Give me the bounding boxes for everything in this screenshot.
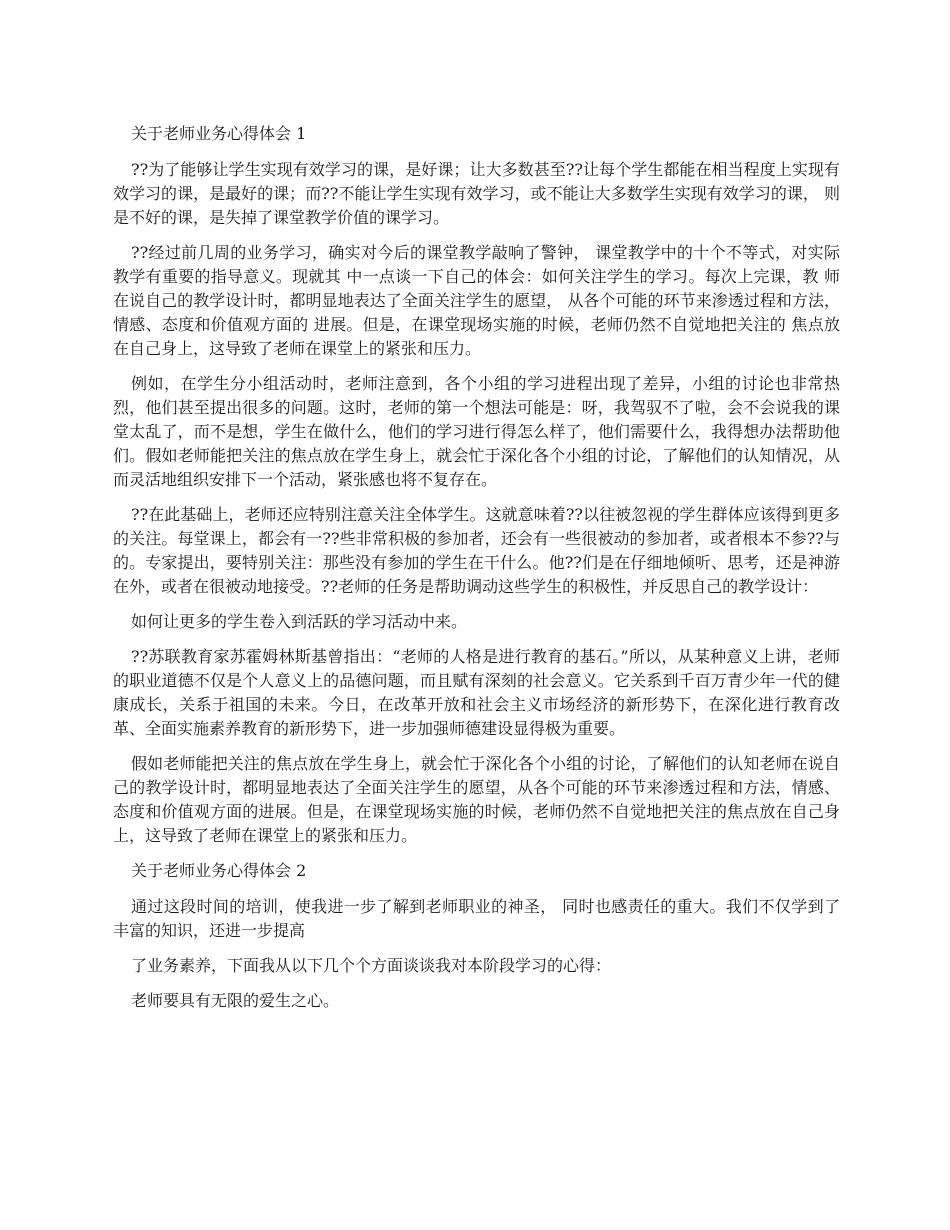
- body-paragraph-3: 例如，在学生分小组活动时，老师注意到，各个小组的学习进程出现了差异，小组的讨论也非常热烈，他们甚至提出很多的问题。这时，老师的第一个想法可能是：呀，我驾驭不了啦，会不会说我的课堂太乱了，而不是想，学生在做什么，他们的学习进行得怎么样了，他们需要什么，我得想办法帮助他们。假如老师能把关注的焦点放在学生身上，就会忙于深化各个小组的讨论，了解他们的认知情况，从而灵活地组织安排下一个活动，紧张感也将不复存在。: [113, 374, 840, 489]
- body-paragraph-10: 老师要具有无限的爱生之心。: [131, 991, 340, 1010]
- body-paragraph-6: ??苏联教育家苏霍姆林斯基曾指出：“老师的人格是进行教育的基石。”所以，从某种意义上讲，老师的职业道德不仅是个人意义上的品德问题，而且赋有深刻的社会意义。它关系到千百万青少年一代的健康成长，关系于祖国的未来。今日，在改革开放和社会主义市场经济的新形势下，在深化进行教育改革、全面实施素养教育的新形势下，进一步加强师德建设显得极为重要。: [113, 647, 840, 738]
- body-paragraph-1: ??为了能够让学生实现有效学习的课，是好课；让大多数甚至??让每个学生都能在相当程度上实现有效学习的课，是最好的课；而??不能让学生实现有效学习，或不能让大多数学生实现有效学习的课， 则是不好的课，是失掉了课堂教学价值的课学习。: [113, 160, 840, 227]
- section-heading-2: 关于老师业务心得体会 2: [131, 861, 307, 880]
- body-paragraph-7: 假如老师能把关注的焦点放在学生身上，就会忙于深化各个小组的讨论，了解他们的认知老师在说自己的教学设计时，都明显地表达了全面关注学生的愿望，从各个可能的环节来渗透过程和方法，情感、态度和价值观方面的进展。但是，在课堂现场实施的时候，老师仍然不自觉地把关注的焦点放在自己身上，这导致了老师在课堂上的紧张和压力。: [113, 754, 840, 845]
- body-paragraph-5: 如何让更多的学生卷入到活跃的学习活动中来。: [131, 612, 468, 631]
- section-heading-1: 关于老师业务心得体会 1: [131, 124, 307, 143]
- body-paragraph-4: ??在此基础上，老师还应特别注意关注全体学生。这就意味着??以往被忽视的学生群体应该得到更多的关注。每堂课上，都会有一??些非常积极的参加者，还会有一些很被动的参加者，或者根本不参??与的。专家提出，要特别关注：那些没有参加的学生在干什么。他??们是在仔细地倾听、思考，还是神游在外，或者在很被动地接受。??老师的任务是帮助调动这些学生的积极性，并反思自己的教学设计：: [113, 505, 840, 596]
- body-paragraph-8: 通过这段时间的培训，使我进一步了解到老师职业的神圣， 同时也感责任的重大。我们不仅学到了丰富的知识，还进一步提高: [113, 897, 840, 940]
- document-page: [113, 122, 840, 1024]
- body-paragraph-2: ??经过前几周的业务学习，确实对今后的课堂教学敲响了警钟， 课堂教学中的十个不等式，对实际教学有重要的指导意义。现就其 中一点谈一下自己的体会：如何关注学生的学习。每次上完课，教 师在说自己的教学设计时，都明显地表达了全面关注学生的愿望， 从各个可能的环节来渗透过程和方法，情感、态度和价值观方面的 进展。但是，在课堂现场实施的时候，老师仍然不自觉地把关注的 焦点放在自己身上，这导致了老师在课堂上的紧张和压力。: [113, 243, 840, 358]
- body-paragraph-9: 了业务素养，下面我从以下几个个方面谈谈我对本阶段学习的心得：: [131, 956, 612, 975]
